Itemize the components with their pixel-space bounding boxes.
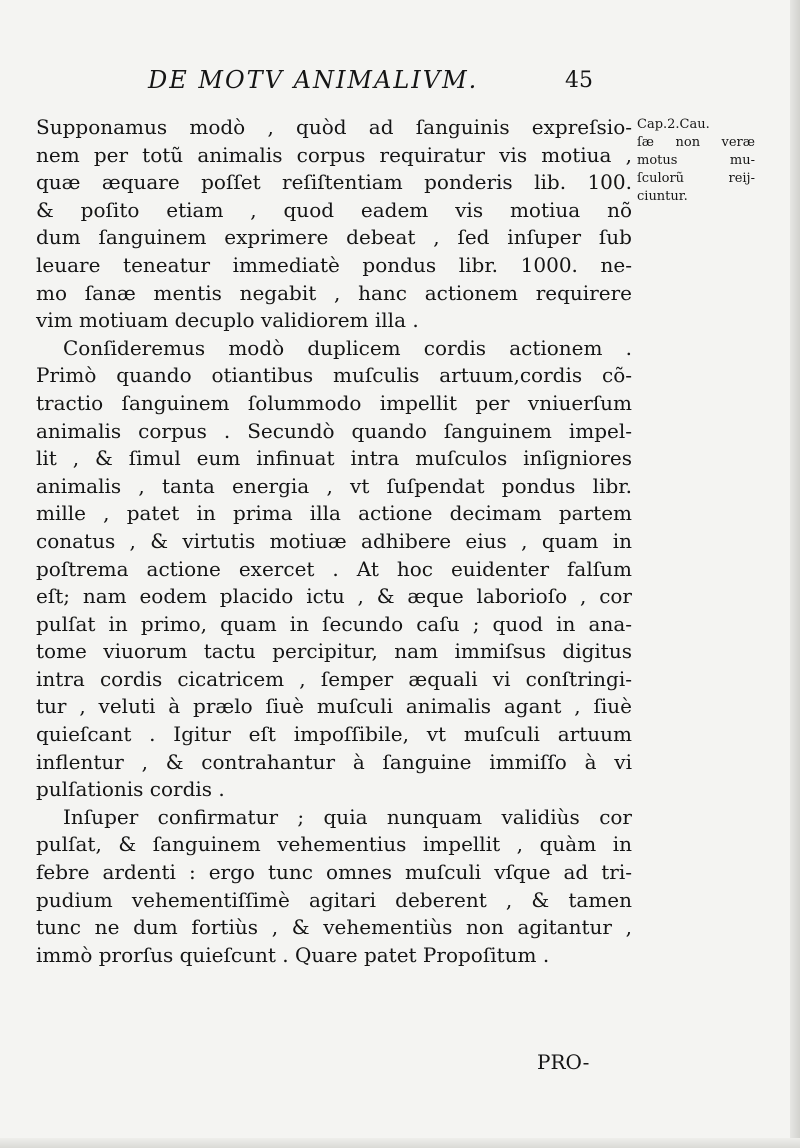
- text-line: animalis corpus . Secundò quando ſanguinem impel-: [36, 418, 632, 443]
- text-line: poſtrema actione exercet . At hoc euidenter falſum: [36, 556, 632, 581]
- text-line: mille , patet in prima illa actione decimam partem: [36, 501, 632, 526]
- page-bottom-edge: [0, 1138, 800, 1148]
- text-line: tome viuorum tactu percipitur, nam immiſsus digitus: [36, 639, 632, 664]
- text-line: dum ſanguinem exprimere debeat , ſed inſuper ſub: [36, 225, 632, 250]
- margin-note-line: ciuntur.: [637, 189, 688, 204]
- marginal-note: [637, 116, 755, 206]
- margin-note-line: motus mu-: [637, 153, 755, 168]
- text-line: conatus , & virtutis motiuæ adhibere eius , quam in: [36, 528, 632, 553]
- page-edge-shadow: [790, 0, 800, 1148]
- text-line: nem per totũ animalis corpus requiratur vis motiua ,: [36, 142, 632, 167]
- catchword: PRO-: [537, 1050, 590, 1074]
- main-text-block: [36, 114, 632, 969]
- text-line: Supponamus modò , quòd ad ſanguinis expreſsio-: [36, 115, 632, 139]
- text-line: Conſideremus modò duplicem cordis actionem .: [63, 335, 632, 360]
- text-line: & poſito etiam , quod eadem vis motiua nõ: [36, 197, 632, 222]
- margin-note-line: Cap.2.Cau.: [637, 117, 710, 132]
- text-line: eſt; nam eodem placido ictu , & æque laborioſo , cor: [36, 584, 632, 609]
- text-line: pulſationis cordis .: [36, 777, 225, 802]
- text-line: animalis , tanta energia , vt ſuſpendat pondus libr.: [36, 473, 632, 498]
- text-line: pudium vehementiſſimè agitari deberent , & tamen: [36, 887, 632, 912]
- text-line: leuare teneatur immediatè pondus libr. 1000. ne-: [36, 252, 632, 277]
- text-line: pulſat, & ſanguinem vehementius impellit , quàm in: [36, 832, 632, 857]
- text-line: tur , veluti à prælo ſiuè muſculi animalis agant , ſiuè: [36, 694, 632, 719]
- text-line: febre ardenti : ergo tunc omnes muſculi vſque ad tri-: [36, 860, 632, 885]
- text-line: quæ æquare poſſet reſiſtentiam ponderis lib. 100.: [36, 170, 632, 195]
- margin-note-line: ſculorũ reij-: [637, 171, 755, 186]
- text-line: inflentur , & contrahantur à ſanguine immiſſo à vi: [36, 749, 632, 774]
- text-line: immò prorſus quieſcunt . Quare patet Propoſitum .: [36, 942, 550, 967]
- page-number: 45: [565, 68, 593, 93]
- text-line: vim motiuam decuplo validiorem illa .: [36, 308, 419, 333]
- text-line: tunc ne dum fortiùs , & vehementiùs non agitantur ,: [36, 915, 632, 940]
- text-line: mo ſanæ mentis negabit , hanc actionem requirere: [36, 280, 632, 305]
- text-line: lit , & ſimul eum infinuat intra muſculos inſigniores: [36, 446, 632, 471]
- margin-note-line: ſæ non veræ: [637, 135, 755, 150]
- text-line: pulſat in primo, quam in ſecundo caſu ; quod in ana-: [36, 611, 632, 636]
- text-line: intra cordis cicatricem , ſemper æquali vi conſtringi-: [36, 666, 632, 691]
- running-head: DE MOTV ANIMALIVM.: [148, 66, 479, 94]
- text-line: Primò quando otiantibus muſculis artuum,cordis cõ-: [36, 363, 632, 388]
- text-line: tractio ſanguinem ſolummodo impellit per vniuerſum: [36, 390, 632, 415]
- text-line: Inſuper confirmatur ; quia nunquam validiùs cor: [63, 804, 632, 829]
- text-line: quieſcant . Igitur eſt impoſſibile, vt muſculi artuum: [36, 722, 632, 747]
